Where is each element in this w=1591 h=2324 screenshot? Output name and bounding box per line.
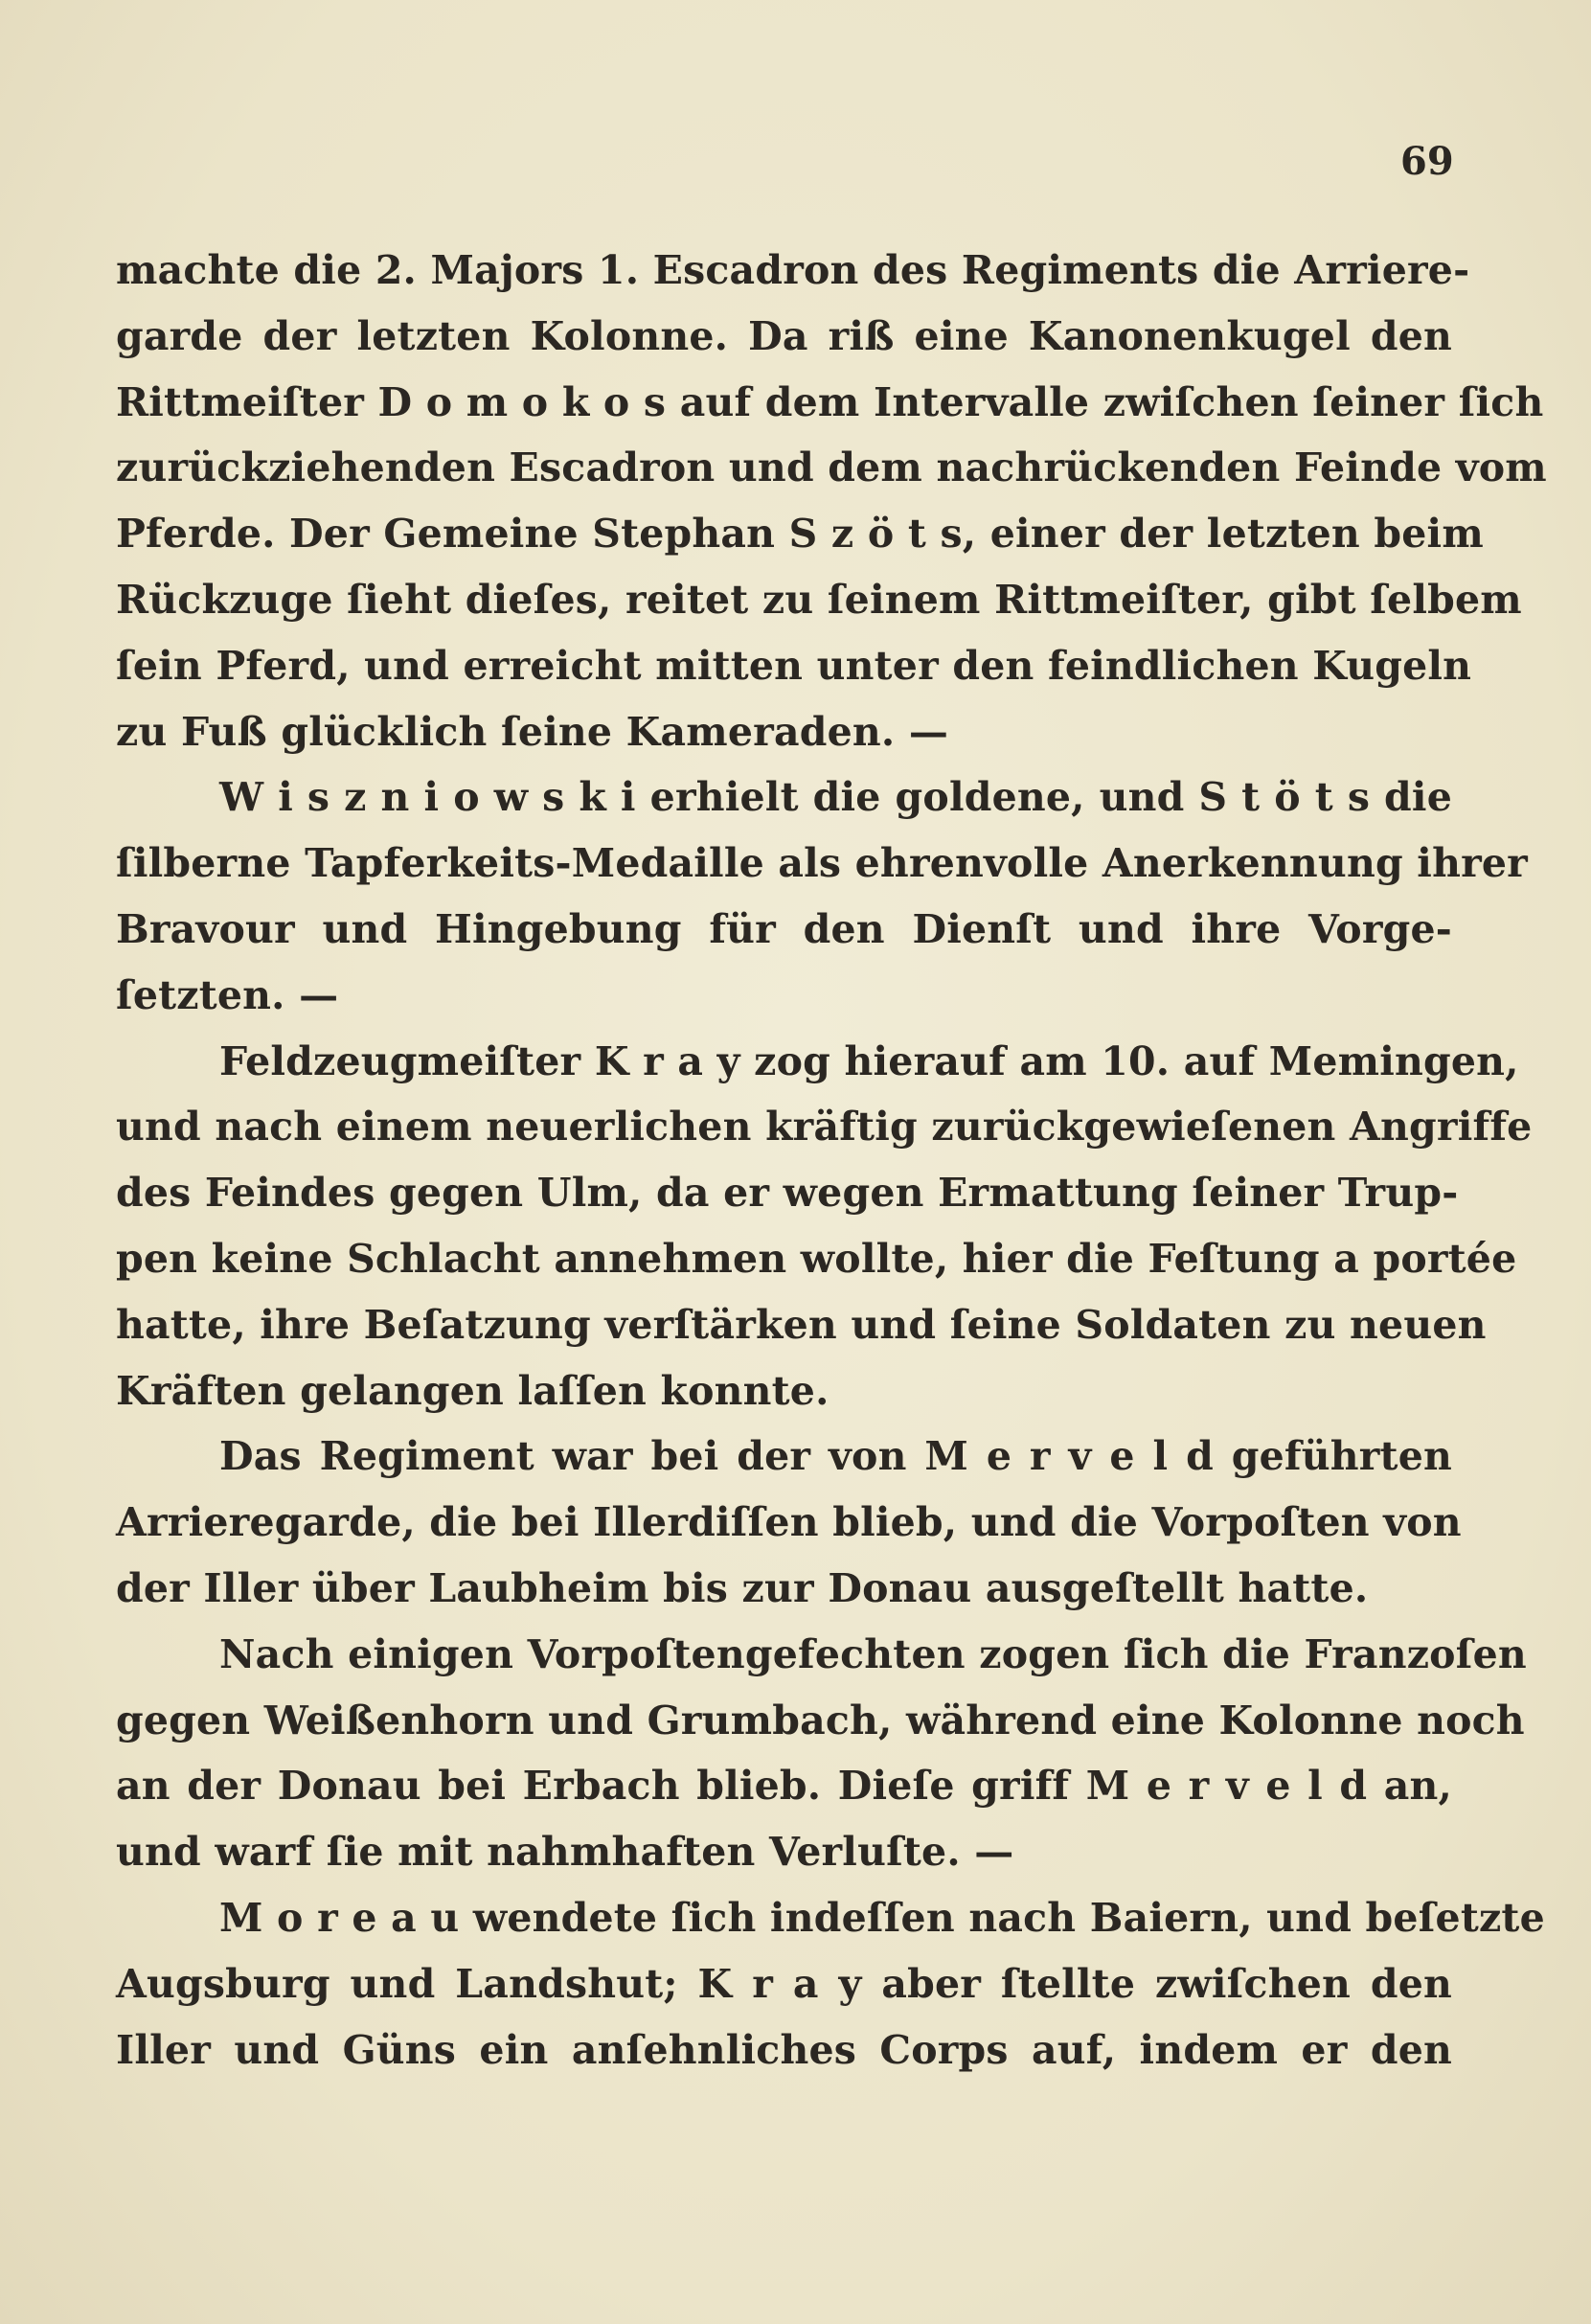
page-number: 69 <box>1400 139 1454 184</box>
text-line: gegen Weißenhorn und Grumbach, während eine Kolonne noch <box>116 1697 1525 1743</box>
text-line: machte die 2. Majors 1. Escadron des Regiments die Arriere- <box>116 247 1470 293</box>
text-line: Bravour und Hingebung für den Dienſt und ihre Vorge- <box>116 905 1452 952</box>
text-line: und warf ſie mit nahmhaften Verluſte. — <box>116 1829 1014 1876</box>
text-line: ſilberne Tapferkeits-Medaille als ehrenvolle Anerkennung ihrer <box>116 840 1528 887</box>
text-line: ſetzten. — <box>116 971 339 1018</box>
text-line: pen keine Schlacht annehmen wollte, hier die Feſtung a portée <box>116 1235 1517 1282</box>
text-line: Feldzeugmeiſter K r a y zog hierauf am 10. auf Memingen, <box>219 1037 1519 1084</box>
text-line: Kräften gelangen laſſen konnte. <box>116 1367 830 1414</box>
text-line: zurückziehenden Escadron und dem nachrückenden Feinde vom <box>116 444 1547 491</box>
text-line: Augsburg und Landshut; K r a y aber ſtellte zwiſchen den <box>116 1960 1452 2007</box>
text-line: zu Fuß glücklich ſeine Kameraden. — <box>116 708 949 755</box>
text-line: W i s z n i o w s k i erhielt die goldene, und S t ö t s die <box>219 774 1452 821</box>
text-line: garde der letzten Kolonne. Da riß eine Kanonenkugel den <box>116 312 1452 359</box>
body-text <box>116 238 1547 2083</box>
text-line: Iller und Güns ein anſehnliches Corps auf, indem er den <box>116 2026 1452 2073</box>
text-line: ſein Pferd, und erreicht mitten unter den feindlichen Kugeln <box>116 642 1472 689</box>
text-line: an der Donau bei Erbach blieb. Dieſe griff M e r v e l d an, <box>116 1763 1452 1810</box>
text-line: Rückzuge ſieht dieſes, reitet zu ſeinem Rittmeiſter, gibt ſelbem <box>116 576 1522 623</box>
text-line: Das Regiment war bei der von M e r v e l d geführten <box>219 1433 1452 1480</box>
text-line: hatte, ihre Beſatzung verſtärken und ſeine Soldaten zu neuen <box>116 1301 1487 1348</box>
text-line: des Feindes gegen Ulm, da er wegen Ermattung ſeiner Trup- <box>116 1170 1459 1217</box>
text-line: und nach einem neuerlichen kräftig zurückgewieſenen Angriffe <box>116 1104 1533 1151</box>
text-line: Arrieregarde, die bei Illerdiſſen blieb, und die Vorpoſten von <box>116 1499 1462 1546</box>
text-line: Pferde. Der Gemeine Stephan S z ö t s, einer der letzten beim <box>116 511 1484 558</box>
text-line: der Iller über Laubheim bis zur Donau ausgeſtellt hatte. <box>116 1564 1369 1611</box>
text-line: Nach einigen Vorpoſtengefechten zogen ſich die Franzoſen <box>219 1630 1527 1677</box>
text-line: M o r e a u wendete ſich indeſſen nach Baiern, und beſetzte <box>219 1894 1545 1941</box>
text-line: Rittmeiſter D o m o k o s auf dem Intervalle zwiſchen ſeiner ſich <box>116 378 1544 425</box>
